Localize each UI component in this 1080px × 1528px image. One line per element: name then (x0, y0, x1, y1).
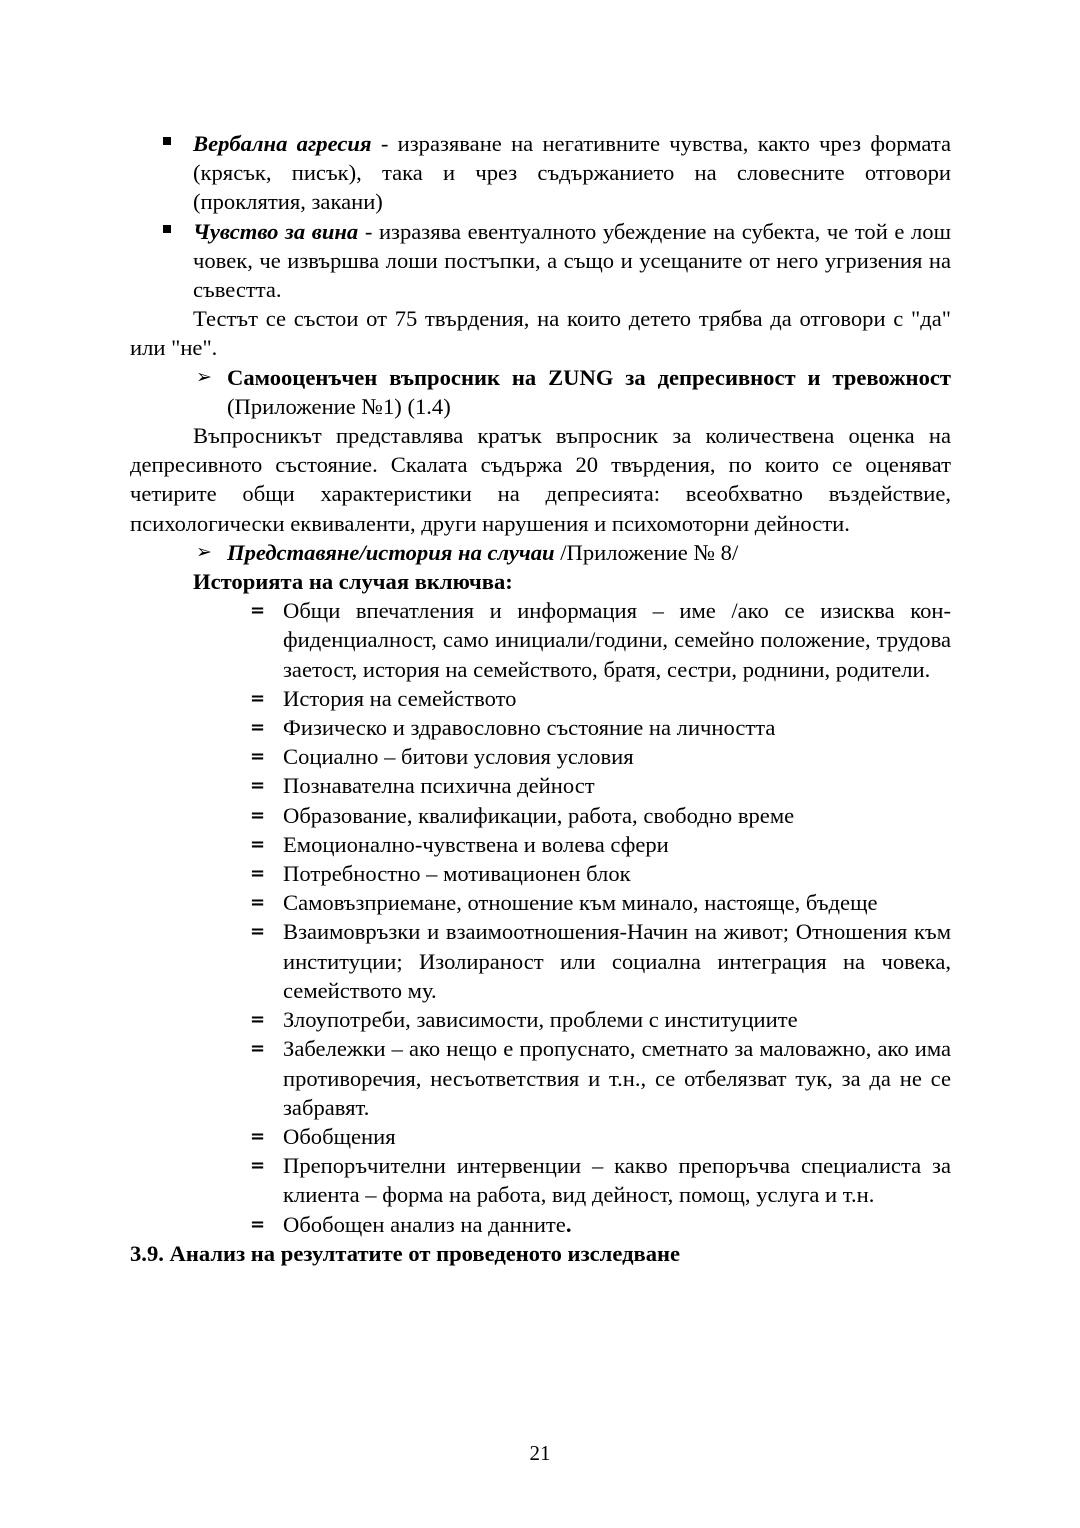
history-item-text: Потребностно – мотивационен блок (283, 861, 631, 887)
equals-bullet-icon: = (250, 775, 266, 797)
history-item-text: Емоционално-чувствена и волева сфери (283, 831, 669, 857)
bullet-term: Вербална агресия (193, 131, 372, 156)
history-item (130, 742, 951, 771)
history-item-text: Образование, квалификации, работа, свободно време (283, 802, 795, 828)
zung-title: Самооценъчен въпросник на ZUNG за депресивност и тревожност (227, 364, 951, 390)
equals-bullet-icon: = (250, 921, 266, 943)
history-item (130, 596, 951, 684)
history-list (130, 596, 951, 1238)
equals-bullet-icon: = (250, 863, 266, 885)
history-item (130, 1034, 951, 1122)
square-bullet-icon (163, 137, 171, 145)
paragraph-test-statements: Тестът се състои от 75 твърдения, на които детето трябва да отговори с "да" или "не". (130, 306, 951, 361)
history-item-text: Забележки – ако нещо е пропуснато, сметнато за маловажно, ако има противоречия, несъответствия и т.н., се отбелязват тук, за да не се забравят. (283, 1036, 951, 1120)
equals-bullet-icon: = (250, 1155, 266, 1177)
arrow-bullet-icon: ➢ (196, 540, 212, 563)
history-item (130, 1122, 951, 1151)
history-heading: Историята на случая включва: (193, 569, 513, 595)
history-item-text: Физическо и здравословно състояние на личността (283, 715, 776, 741)
equals-bullet-icon: = (250, 1213, 266, 1235)
history-item-text: Социално – битови условия условия (283, 744, 634, 770)
bullet-text: - изразява евентуалното убеждение на субекта, че той е лош човек, че извършва лоши постъпки, а също и усещаните от него угризения на съвестта. (193, 218, 951, 303)
equals-bullet-icon: = (250, 1009, 266, 1031)
zung-ref: (Приложение №1) (1.4) (227, 393, 451, 419)
history-item-text: Препоръчителни интервенции – какво препоръчва специалиста за клиента – форма на работа, вид дейност, помощ, услуга и т.н. (283, 1153, 951, 1208)
equals-bullet-icon: = (250, 1125, 266, 1147)
history-item-text: Обобщения (283, 1123, 396, 1149)
history-item (130, 859, 951, 888)
equals-bullet-icon: = (250, 833, 266, 855)
equals-bullet-icon: = (250, 600, 266, 622)
history-item (130, 713, 951, 742)
item-case-history (130, 538, 951, 567)
bullet-term: Чувство за вина (193, 218, 359, 244)
history-item (130, 684, 951, 713)
history-item-text: История на семейството (283, 685, 517, 711)
equals-bullet-icon: = (250, 717, 266, 739)
equals-bullet-icon: = (250, 1038, 266, 1060)
history-item (130, 1005, 951, 1034)
cases-title: Представяне/история на случаи (227, 539, 555, 565)
square-bullet-icon (163, 225, 171, 233)
history-item-last (130, 1210, 951, 1239)
section-heading: 3.9. Анализ на резултатите от проведеното изследване (130, 1240, 681, 1266)
history-item-text: Обобощен анализ на данните (283, 1211, 566, 1237)
history-item (130, 771, 951, 800)
history-item-text: Злоупотреби, зависимости, проблеми с институциите (283, 1007, 798, 1033)
equals-bullet-icon: = (250, 746, 266, 768)
history-item-text: Самовъзприемане, отношение към минало, настояще, бъдеще (283, 890, 878, 916)
item-zung-questionnaire (130, 363, 951, 421)
page-content (130, 129, 951, 1268)
equals-bullet-icon: = (250, 687, 266, 709)
history-item (130, 801, 951, 830)
equals-bullet-icon: = (250, 892, 266, 914)
history-item-text: Общи впечатления и информация – име /ако се изисква конфиденциалност, само инициали/години, семейно положение, трудова заетост, история на семейството, братя, сестри, роднини, родители. (283, 598, 951, 682)
bullet-guilt (130, 217, 951, 305)
history-item (130, 1151, 951, 1209)
page-number: 21 (529, 1441, 551, 1465)
history-item-text: Взаимовръзки и взаимоотношения-Начин на живот; Отношения към институции; Изолираност или социална интеграция на човека, семейството му. (283, 919, 951, 1003)
history-item (130, 917, 951, 1005)
history-item-end: . (565, 1211, 572, 1237)
cases-ref: /Приложение № 8/ (554, 539, 739, 565)
equals-bullet-icon: = (250, 804, 266, 826)
arrow-bullet-icon: ➢ (196, 365, 212, 388)
bullet-verbal-aggression (130, 129, 951, 217)
history-item (130, 830, 951, 859)
bullet-text: - изразяване на негативните чувства, както чрез формата (крясък, писък), така и чрез съдържанието на словесните отговори (проклятия, закани) (193, 131, 951, 215)
history-item (130, 888, 951, 917)
paragraph-questionnaire: Въпросникът представлява кратък въпросник за количествена оценка на депресивното състояние. Скалата съдържа 20 твърдения, по които се оценяват четирите общи характеристики на депресията: всеобхватно въздействие, психологически еквиваленти, други нарушения и психомоторни дейности. (130, 423, 951, 536)
history-item-text: Познавателна психична дейност (283, 773, 595, 799)
